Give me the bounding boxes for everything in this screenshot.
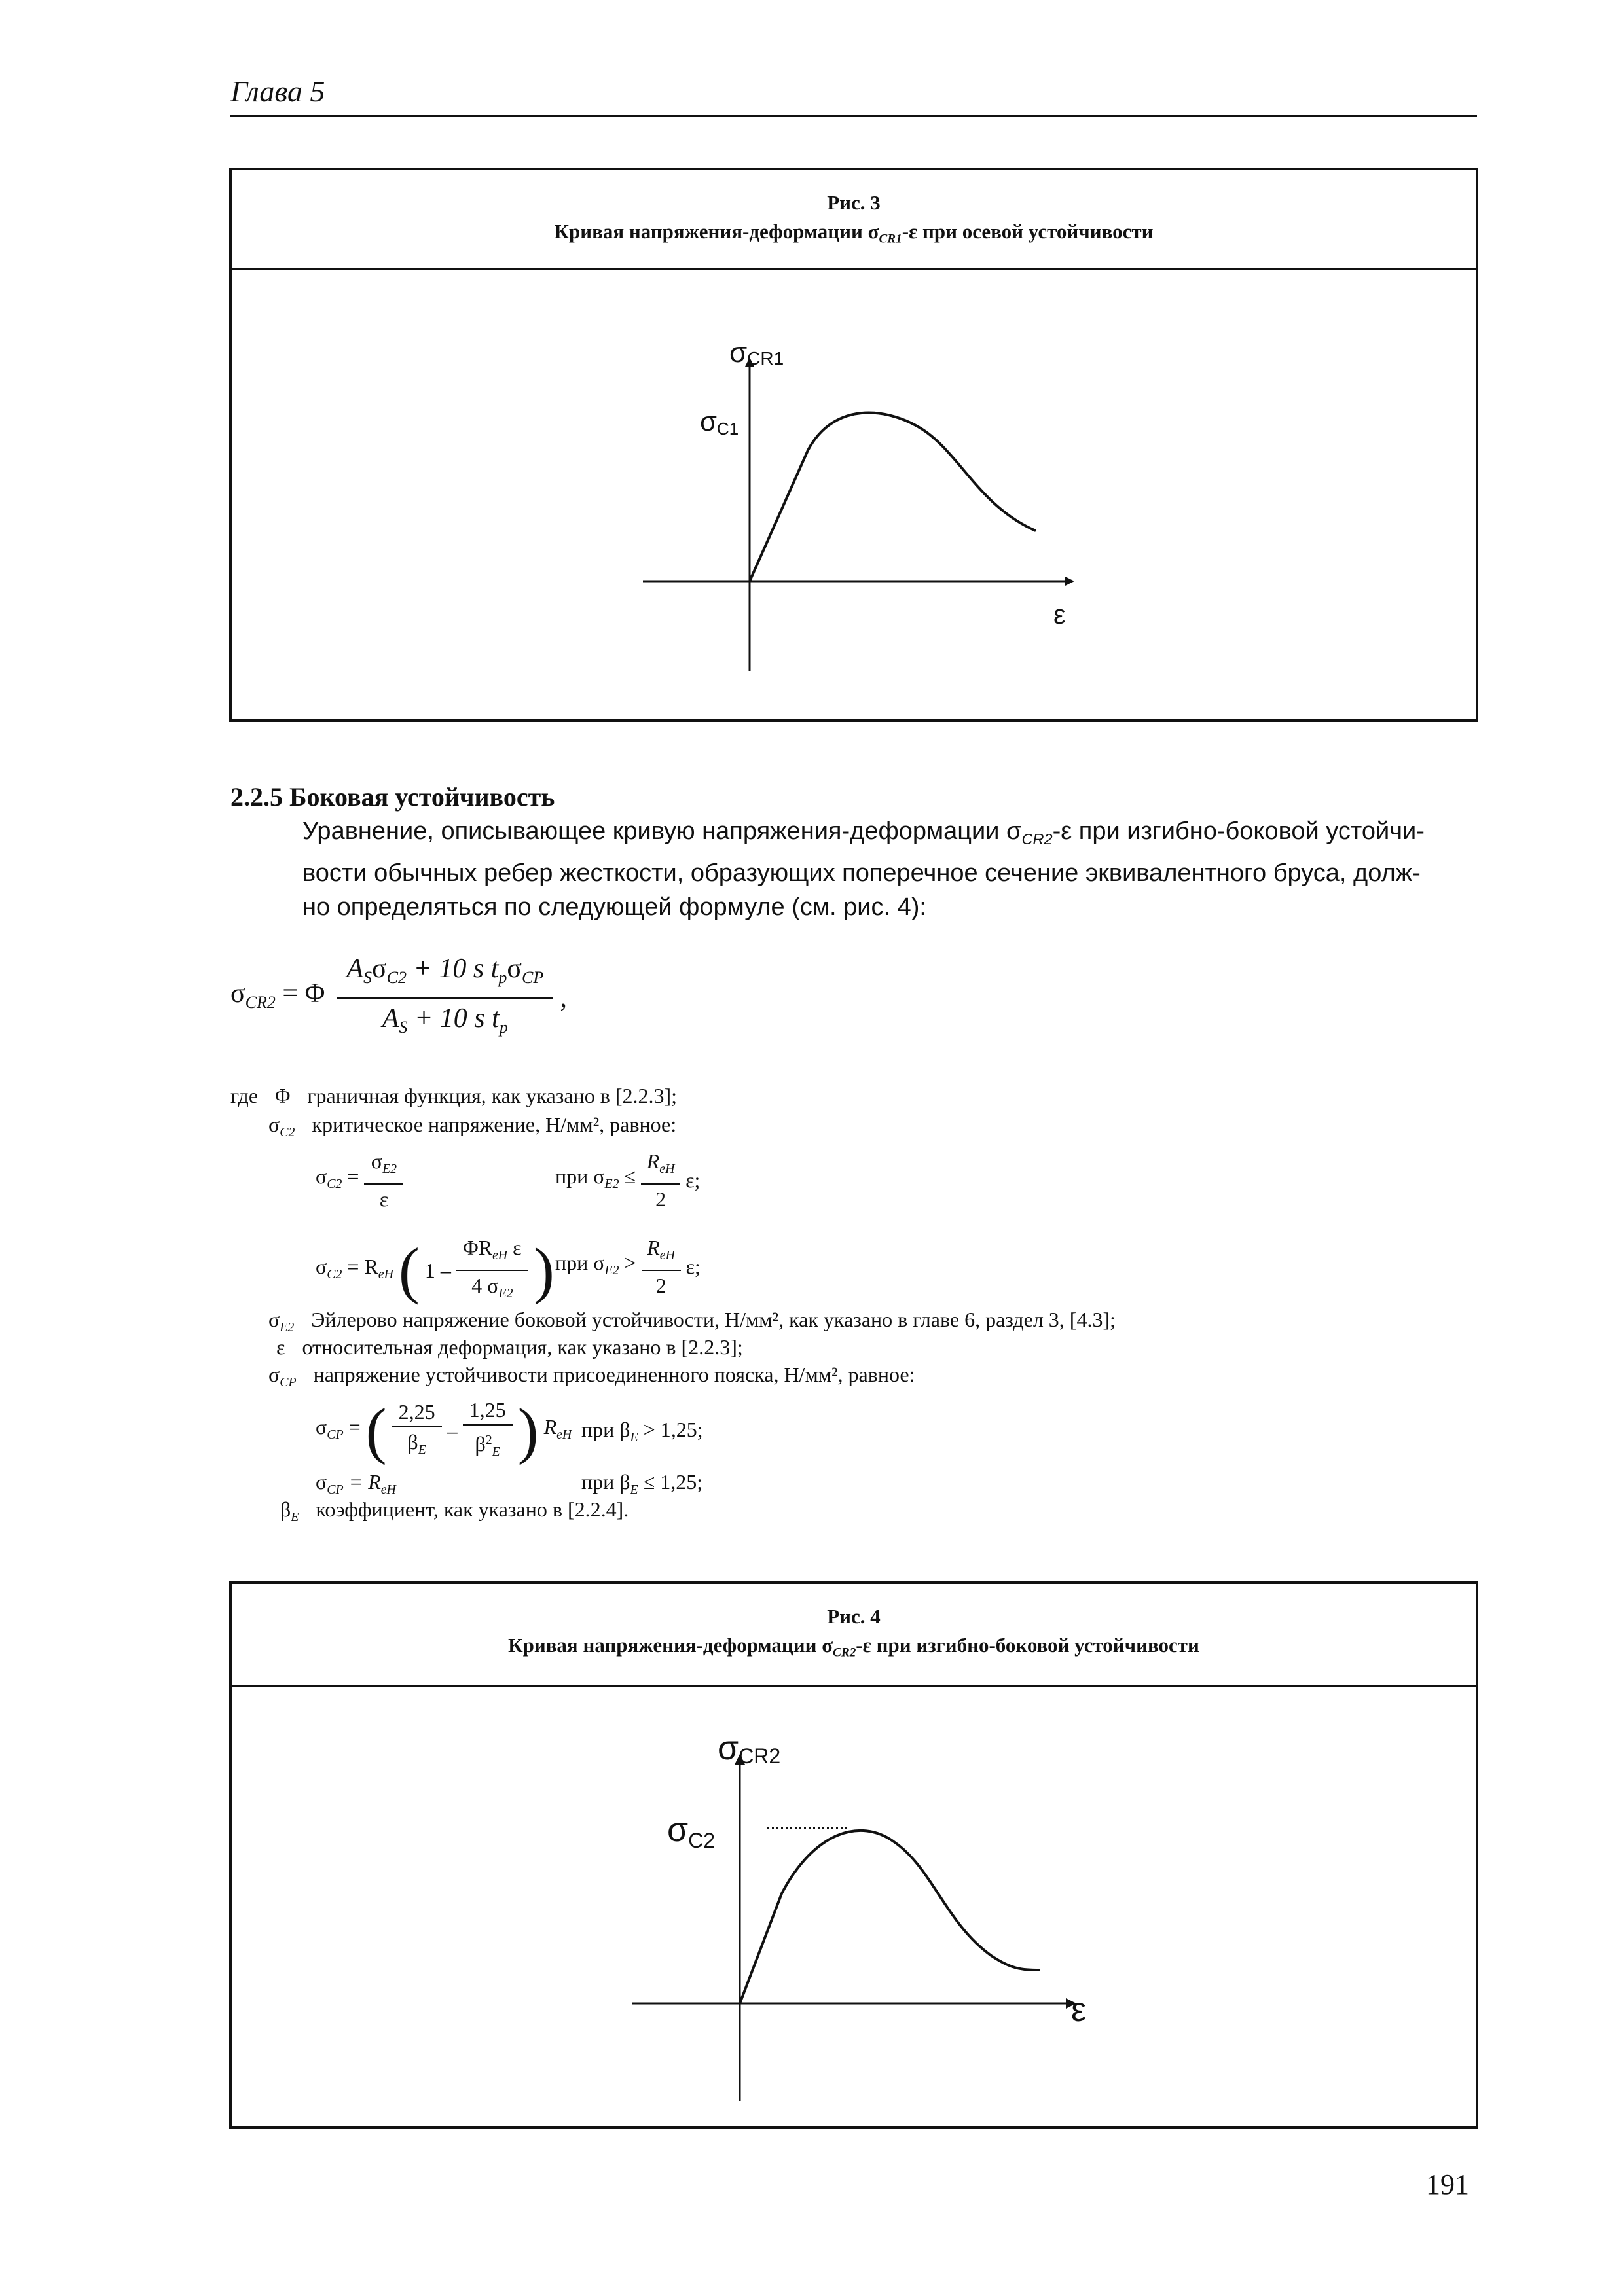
para-line-2: вости обычных ребер жесткости, образующих поперечное сечение эквивалентного бруса, долж- (302, 859, 1421, 888)
figure-3-title: Рис. 3 (827, 191, 881, 214)
def-sigma-cp: $\sigma_{CP}$ напряжение устойчивости присоединенного пояска, Н/мм², равное: (268, 1363, 915, 1390)
figure-3-plot (232, 270, 1476, 719)
chapter-header: Глава 5 (230, 75, 325, 108)
figure-4-title: Рис. 4 (827, 1605, 881, 1628)
case-2: $\sigma_{C2} = R_{eH}$ ( 1 – $\frac{\Phi R_{eH} \varepsilon}{4 \sigma_{E2}}$ ) (316, 1233, 555, 1308)
figure-3-frame (229, 168, 1478, 722)
main-formula (230, 949, 567, 1047)
def-sigma-c2: $\sigma_{C2}$ критическое напряжение, Н/мм², равное: (268, 1113, 677, 1139)
figure-3-x-label: ε (1053, 599, 1066, 630)
formula-numerator: $A_S\sigma_{C2} + 10$ s $t_p\sigma_{CP}$ (337, 949, 553, 999)
figure-4-frame (229, 1581, 1478, 2129)
figure-4-y-label: σCR2 (718, 1729, 781, 1768)
def-epsilon: ε относительная деформация, как указано в [2.2.3]; (276, 1335, 743, 1359)
para-line-1: Уравнение, описывающее кривую напряжения-деформации $\sigma_{CR2}-\varepsilon$ при изгибно-боковой устойчи- (302, 817, 1425, 848)
figure-3-curve (750, 413, 1036, 581)
figure-3-level-label: σC1 (700, 406, 739, 439)
figure-3-subtitle: Кривая напряжения-деформации $\sigma_{CR1}-\varepsilon$ при осевой устойчивости (554, 220, 1154, 246)
case-1: $\sigma_{C2}$ = $\frac{\sigma_{E2}}{\varepsilon}$ (316, 1147, 403, 1213)
figure-4-subtitle: Кривая напряжения-деформации $\sigma_{CR2}-\varepsilon$ при изгибно-боковой устойчивости (508, 1634, 1199, 1660)
case-4: $\sigma_{CP} = R_{eH}$ (316, 1470, 396, 1497)
figure-4-x-label: ε (1071, 1991, 1087, 2029)
case-3-condition: при $\beta_E > 1,25$; (581, 1418, 703, 1444)
case-4-condition: при $\beta_E \le 1,25$; (581, 1470, 703, 1497)
section-heading: 2.2.5 Боковая устойчивость (230, 782, 555, 812)
formula-comma: , (560, 983, 567, 1014)
header-rule (230, 115, 1477, 117)
def-sigma-e2: $\sigma_{E2}$ Эйлерово напряжение боковой устойчивости, Н/мм², как указано в главе 6, раздел 3, [4.3]; (268, 1308, 1116, 1335)
para-line-3: но определяться по следующей формуле (см. рис. 4): (302, 893, 926, 922)
figure-4-curve (740, 1831, 1040, 2003)
figure-4-level-label: σC2 (667, 1811, 715, 1852)
figure-4-caption (232, 1602, 1476, 1668)
figure-3-caption (232, 188, 1476, 254)
figure-3-y-label: σCR1 (729, 336, 784, 368)
case-1-condition: при $\sigma_{E2}$ ≤ $\frac{R_{eH}}{2}$ ε; (555, 1147, 700, 1213)
figure-4-plot (232, 1687, 1476, 2129)
section-paragraph (302, 814, 1478, 924)
def-phi: где Φ граничная функция, как указано в [2.2.3]; (230, 1084, 678, 1107)
def-beta: $\beta_E$ коэффициент, как указано в [2.2.4]. (280, 1498, 629, 1524)
formula-lhs: $\sigma_{CR2} = \Phi$ (230, 978, 325, 1013)
formula-fraction (337, 949, 553, 1047)
formula-denominator: $A_S + 10$ s $t_p$ (382, 1003, 508, 1037)
page-number: 191 (1426, 2168, 1469, 2200)
case-2-condition: при $\sigma_{E2}$ > $\frac{R_{eH}}{2}$ ε; (555, 1233, 701, 1300)
case-3: $\sigma_{CP}$ = ( $\frac{2,25}{\beta_E}$ – $\frac{1,25}{\beta^2_E}$ ) $R_{eH}$ (316, 1395, 572, 1465)
